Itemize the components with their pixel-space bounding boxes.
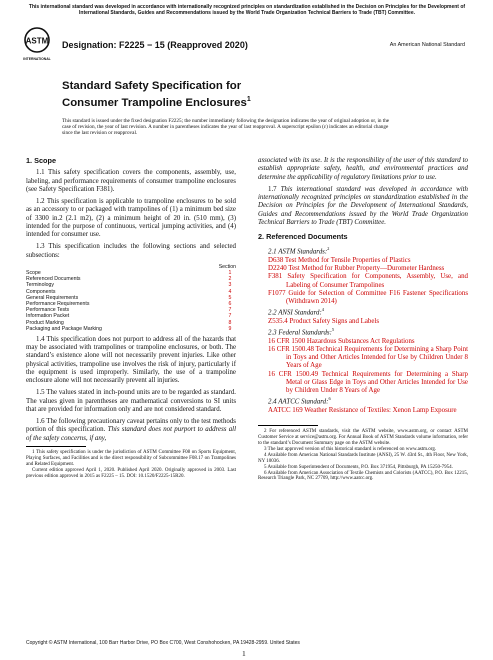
- scope-1-6: 1.6 The following precautionary caveat pertains only to the test methods portion of this specification. This standard does not purport to address all of the safety concerns, if any,: [26, 418, 237, 442]
- title-line-2: Consumer Trampoline Enclosures: [62, 96, 247, 109]
- reference-code-link[interactable]: F381: [268, 273, 283, 281]
- section-name: Performance Requirements: [26, 300, 90, 307]
- federal-reference-list: [258, 338, 468, 396]
- refs-heading: 2. Referenced Documents: [258, 232, 348, 241]
- reference-item: [258, 290, 468, 307]
- scope-heading: 1. Scope: [26, 156, 57, 165]
- section-column-header: Section: [218, 263, 236, 270]
- scope-1-4: 1.4 This specification does not purport to address all of the hazards that may be associated with trampolines or trampoline enclosures, or both. The standard’s existence alone will not necessarily prevent injuries. Like other physical activities, trampoline use involves the risk of injury, particularly if the equipment is used improperly. Similarly, the use of a trampoline enclosure alone will not necessarily prevent all injuries.: [26, 335, 236, 385]
- title-footnote-mark: 1: [246, 96, 251, 103]
- footnote-rule-right: [258, 425, 318, 426]
- section-number-link[interactable]: 1: [228, 269, 232, 276]
- ansi-reference: Z535.4 Product Safety Signs and Labels: [268, 317, 380, 325]
- page-number: 1: [242, 649, 246, 658]
- tbt-notice: This international standard was developed in accordance with internationally recognized principles on standardization established in the Decision on Principles for the Development of International Standards, Guides and Recommendations issued by the World Trade Organization Technical Barriers to Trade (TBT) Committee.: [28, 4, 466, 17]
- footnote-rule-left: [26, 446, 86, 447]
- reference-code-link[interactable]: D2240: [268, 265, 287, 273]
- section-number-link[interactable]: 7: [228, 307, 232, 314]
- section-name: Referenced Documents: [26, 276, 81, 283]
- section-name: Components: [26, 288, 56, 295]
- section-list: [26, 270, 236, 332]
- reference-item: [258, 371, 468, 396]
- section-name: Terminology: [26, 282, 54, 289]
- reference-title[interactable]: Technical Requirements for Determining a Sharp Point in Toys and Other Articles Intended for Use by Children Under 8 Years of Age: [286, 345, 468, 370]
- footnote-1-edition: Current edition approved April 1, 2020. Published April 2020. Originally approved in 2003. Last previous edition approved in 2015 as F2225 – 15. DOI: 10.1520/F2225-15R20.: [26, 467, 236, 479]
- ansi-standard-label: 2.2 ANSI Standard:$^4$: [268, 307, 325, 317]
- footnotes-left: [26, 450, 236, 480]
- reference-item: [258, 273, 468, 290]
- astm-logo: [23, 26, 51, 66]
- section-name: Scope: [26, 269, 41, 276]
- scope-1-7: 1.7 This international standard was developed in accordance with internationally recognized principles on standardization established in the Decision on Principles for the Development of International Standards, Guides and Recommendations issued by the World Trade Organization Technical Barriers to Trade (TBT) Committee.: [258, 185, 468, 226]
- designation: Designation: F2225 − 15 (Reapproved 2020): [62, 40, 248, 50]
- scope-1-5: 1.5 The values stated in inch-pound units are to be regarded as standard. The values given in parentheses are mathematical conversions to SI units that are provided for information only and are not considered standard.: [26, 389, 236, 413]
- section-number-link[interactable]: 5: [228, 294, 232, 301]
- reference-title[interactable]: Test Method for Rubber Property—Durometer Hardness: [286, 265, 445, 273]
- reference-title[interactable]: Hazardous Substances Act Regulations: [305, 337, 415, 345]
- section-number-link[interactable]: 8: [228, 319, 232, 326]
- scope-1-6-continued: associated with its use. It is the responsibility of the user of this standard to establish appropriate safety, health, and environmental practices and determine the applicability of regulatory limitations prior to use.: [258, 157, 468, 181]
- reference-title[interactable]: Safety Specification for Components, Assembly, Use, and Labeling of Consumer Trampolines: [282, 273, 468, 289]
- reference-title[interactable]: Technical Requirements for Determining a Sharp Metal or Glass Edge in Toys and Other Articles Intended for Use by Children Under 8 Years of Age: [286, 370, 468, 395]
- section-number-link[interactable]: 3: [228, 282, 232, 289]
- reference-code-link[interactable]: 16 CFR 1500.48: [268, 345, 314, 353]
- footnote-5: 5 Available from Superintendent of Documents, P.O. Box 371954, Pittsburgh, PA 15250-7954.: [264, 464, 453, 470]
- section-number-link[interactable]: 7: [228, 313, 232, 320]
- svg-text:INTERNATIONAL: INTERNATIONAL: [23, 57, 51, 61]
- section-number-link[interactable]: 9: [228, 325, 232, 332]
- reference-code-link[interactable]: F1077: [268, 289, 286, 297]
- reference-code-link[interactable]: D638: [268, 256, 284, 264]
- scope-1-2: 1.2 This specification is applicable to trampoline enclosures to be sold as an accessory to or packaged with trampolines of (1) a minimum bed size of 3300 in.2 (2.1 m2), (2) a minimum height of 20 in. (510 mm), (3) intended for the purpose of continuous, vertical jumping activities, and (4) intended for consumer use.: [26, 198, 236, 238]
- reference-title[interactable]: Test Method for Tensile Properties of Plastics: [283, 256, 411, 264]
- footnote-1: 1 This safety specification is under the jurisdiction of ASTM Committee F08 on Sports Equipment, Playing Surfaces, and Facilities and is the direct responsibility of Subcommittee F08.17 on Trampolines and Related Equipment.: [26, 449, 236, 467]
- footnote-6: 6 Available from American Association of Textile Chemists and Colorists (AATCC), P.O. Box 12215, Research Triangle Park, NC 27709, http://www.aatcc.org.: [258, 470, 468, 482]
- aatcc-standard-label: 2.4 AATCC Standard:$^6$: [268, 396, 331, 406]
- document-title: [62, 80, 392, 110]
- astm-standards-label: 2.1 ASTM Standards:$^2$: [268, 246, 330, 256]
- section-number-link[interactable]: 6: [228, 300, 232, 307]
- section-name: Packaging and Package Marking: [26, 325, 102, 332]
- reference-item: [258, 257, 468, 265]
- right-column: [258, 157, 468, 482]
- reference-code-link[interactable]: 16 CFR 1500: [268, 337, 306, 345]
- american-national-standard-label: An American National Standard: [389, 42, 465, 48]
- footnotes-right: [258, 429, 468, 482]
- reference-code-link[interactable]: 16 CFR 1500.49: [268, 370, 319, 378]
- section-name: Product Marking: [26, 319, 64, 326]
- reference-item: [258, 346, 468, 371]
- ansi-code-link[interactable]: Z535.4: [268, 317, 288, 325]
- scope-1-1: 1.1 This safety specification covers the components, assembly, use, labeling, and performance requirements of consumer trampoline enclosures (see Safety Specification F381).: [26, 169, 236, 193]
- footnote-4: 4 Available from American National Standards Institute (ANSI), 25 W. 43rd St., 4th Floor, New York, NY 10036.: [258, 452, 468, 464]
- section-list-item: [26, 326, 236, 332]
- section-name: General Requirements: [26, 294, 79, 301]
- footnote-3: 3 The last approved version of this historical standard is referenced on www.astm.org.: [264, 446, 437, 452]
- reference-item: [258, 338, 468, 346]
- title-line-1: Standard Safety Specification for: [62, 80, 242, 92]
- section-number-link[interactable]: 4: [228, 288, 232, 295]
- astm-reference-list: [258, 257, 468, 307]
- footnote-2: 2 For referenced ASTM standards, visit the ASTM website, www.astm.org, or contact ASTM Customer Service at service@astm.org. For Annual Book of ASTM Standards volume information, refer to the standard’s Document Summary page on the ASTM website.: [258, 429, 468, 446]
- reference-title[interactable]: Guide for Selection of Committee F16 Fastener Specifications (Withdrawn 2014): [285, 289, 468, 306]
- reference-item: [258, 265, 468, 273]
- aatcc-reference: AATCC 169 Weather Resistance of Textiles: Xenon Lamp Exposure: [268, 406, 457, 414]
- left-column: [26, 157, 236, 480]
- federal-standards-label: 2.3 Federal Standards:$^5$: [268, 327, 335, 337]
- designation-note: This standard is issued under the fixed designation F2225; the number immediately following the designation indicates the year of original adoption or, in the case of revision, the year of last revision. A number in parentheses indicates the year of last reapproval. A superscript epsilon (ε) indicates an editorial change since the last revision or reapproval.: [62, 118, 390, 137]
- aatcc-code-link[interactable]: AATCC 169: [268, 406, 303, 414]
- scope-1-3: 1.3 This specification includes the following sections and selected subsections:: [26, 243, 236, 259]
- svg-text:ASTM: ASTM: [25, 36, 49, 46]
- section-number-link[interactable]: 2: [228, 276, 232, 283]
- section-name: Performance Tests: [26, 307, 70, 314]
- copyright-footer: Copyright © ASTM International, 100 Barr Harbor Drive, PO Box C700, West Conshohocken, PA 19428-2959. United States: [26, 640, 300, 646]
- section-name: Information Packet: [26, 313, 70, 320]
